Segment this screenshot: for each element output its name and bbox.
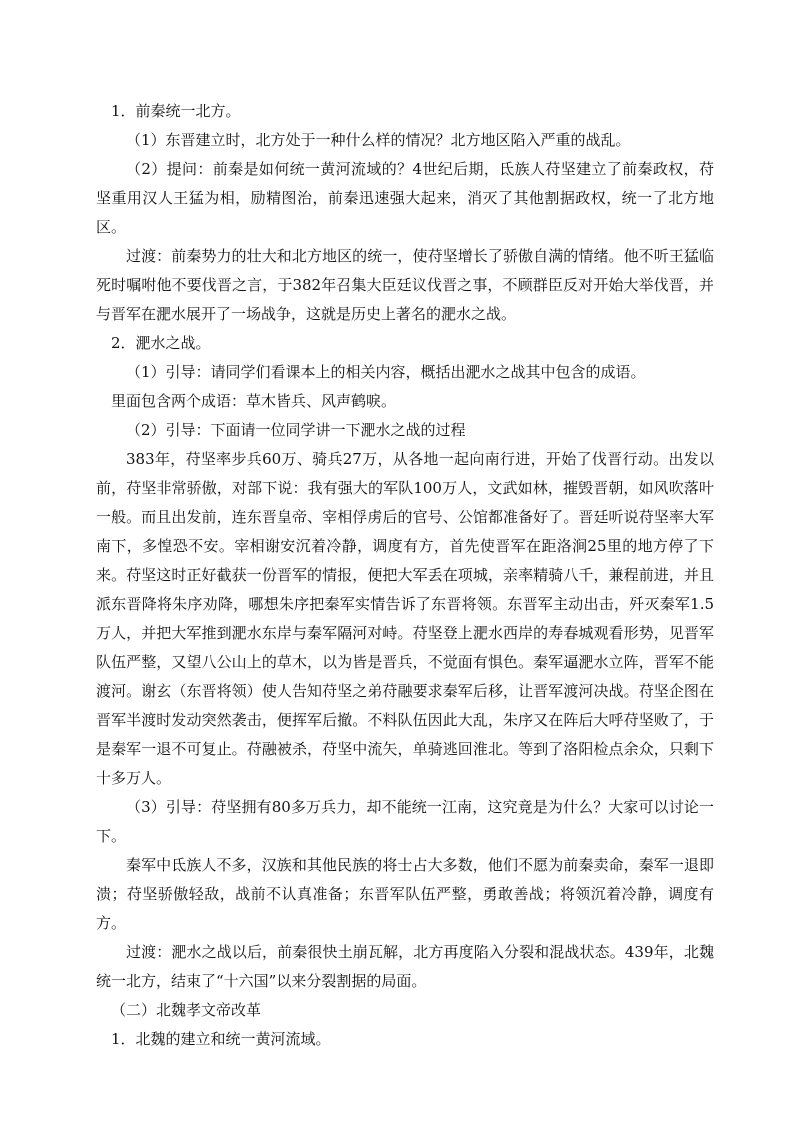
- answer-reasons: 秦军中氐族人不多，汉族和其他民族的将士占大多数，他们不愿为前秦卖命，秦军一退即溃；苻坚骄傲轻敌，战前不认真准备；东晋军队伍严整，勇敢善战；将领沉着冷静，调度有方。: [96, 856, 714, 932]
- transition-beiwei: 过渡：淝水之战以后，前秦很快土崩瓦解，北方再度陷入分裂和混战状态。439年，北魏统一北方，结束了“十六国”以来分裂割据的局面。: [96, 943, 714, 990]
- guide-idioms: （1）引导：请同学们看课本上的相关内容，概括出淝水之战其中包含的成语。: [126, 363, 646, 381]
- answer-idioms: 里面包含两个成语：草木皆兵、风声鹤唳。: [111, 392, 397, 410]
- document-body: [96, 97, 714, 1054]
- battle-narrative: 383年，苻坚率步兵60万、骑兵27万，从各地一起向南行进，开始了伐晋行动。出发以前，苻坚非常骄傲，对部下说：我有强大的军队100万人，文武如林，摧毁晋朝，如风吹落叶一般。而且出发前，连东晋皇帝、宰相俘虏后的官号、公馆都准备好了。晋廷听说苻坚率大军南下，多惶恐不安。宰相谢安沉着冷静，调度有方，首先使晋军在距洛涧25里的地方停了下来。苻坚这时正好截获一份晋军的情报，便把大军丢在项城，亲率精骑八千，兼程前进，并且派东晋降将朱序劝降，哪想朱序把秦军实情告诉了东晋将领。东晋军主动出击，歼灭秦军1.5万人，并把大军推到淝水东岸与秦军隔河对峙。苻坚登上淝水西岸的寿春城观看形势，见晋军队伍严整，又望八公山上的草木，以为皆是晋兵，不觉面有惧色。秦军逼淝水立阵，晋军不能渡河。谢玄（东晋将领）使人告知苻坚之弟苻融要求秦军后移，让晋军渡河决战。苻坚企图在晋军半渡时发动突然袭击，便挥军后撤。不料队伍因此大乱，朱序又在阵后大呼苻坚败了，于是秦军一退不可复止。苻融被杀，苻坚中流矢，单骑逃回淮北。等到了洛阳检点余众，只剩下十多万人。: [96, 450, 714, 787]
- heading-feishui-battle: 2．淝水之战。: [111, 334, 211, 352]
- guide-battle-process: （2）引导：下面请一位同学讲一下淝水之战的过程: [126, 421, 466, 439]
- transition-feishui: 过渡：前秦势力的壮大和北方地区的统一，使苻坚增长了骄傲自满的情绪。他不听王猛临死时嘱咐他不要伐晋之言，于382年召集大臣廷议伐晋之事，不顾群臣反对开始大举伐晋，并与晋军在淝水展开了一场战争，这就是历史上著名的淝水之战。: [96, 247, 714, 323]
- question-north-situation: （1）东晋建立时，北方处于一种什么样的情况？北方地区陷入严重的战乱。: [126, 131, 631, 149]
- question-qianqin-unify: （2）提问：前秦是如何统一黄河流域的？4世纪后期，氐族人苻坚建立了前秦政权，苻坚重用汉人王猛为相，励精图治，前秦迅速强大起来，消灭了其他割据政权，统一了北方地区。: [96, 160, 714, 236]
- section-heading-xiaowen-reform: （二）北魏孝文帝改革: [111, 1001, 262, 1019]
- heading-qianqin-unification: 1．前秦统一北方。: [111, 102, 241, 120]
- guide-discussion: （3）引导：苻坚拥有80多万兵力，却不能统一江南，这究竟是为什么？大家可以讨论一下。: [96, 798, 714, 845]
- heading-beiwei-founding: 1．北魏的建立和统一黄河流域。: [111, 1030, 331, 1048]
